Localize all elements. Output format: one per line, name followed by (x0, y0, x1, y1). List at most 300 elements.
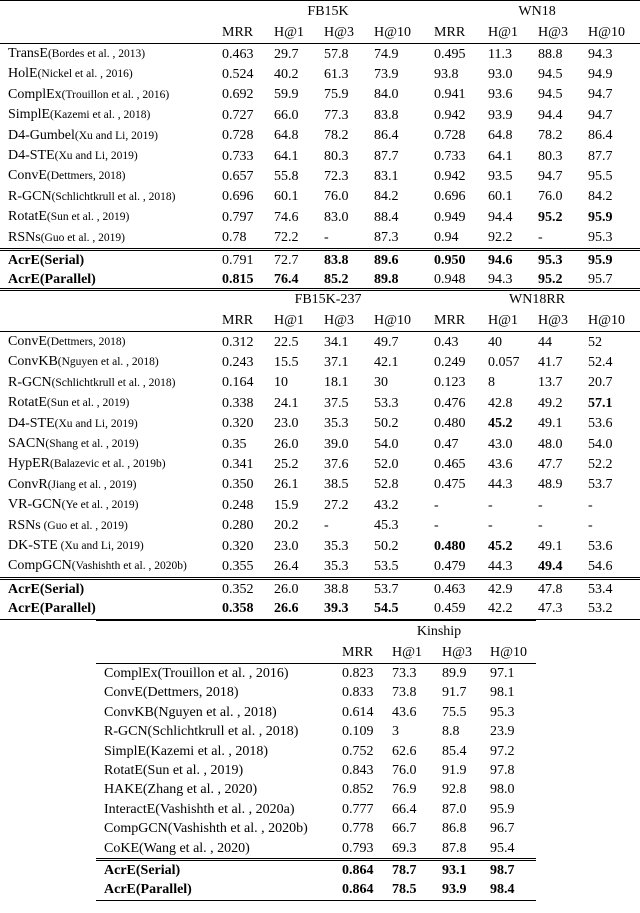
model-label: HolE (8, 66, 38, 82)
metric-value: 20.2 (274, 518, 299, 534)
metric-value: 95.3 (538, 250, 588, 271)
metric-value: 73.8 (392, 685, 417, 701)
model-label: R-GCN (8, 374, 52, 390)
metric-value: 72.7 (274, 250, 324, 271)
metric-value: 42.1 (374, 354, 399, 370)
model-name (0, 44, 222, 65)
metric-value: 24.1 (274, 395, 299, 411)
model-name (0, 146, 222, 166)
metric-value: 54.0 (374, 436, 399, 452)
model-label: D4-Gumbel (8, 127, 75, 143)
table3-group-header-row (96, 621, 536, 643)
metric-value: 98.7 (490, 860, 536, 881)
metric-value: 53.7 (374, 578, 434, 599)
metric-value: 85.2 (324, 270, 374, 290)
table1-row (0, 166, 640, 186)
table1-row (0, 126, 640, 146)
metric-value: 0.123 (434, 375, 466, 391)
metric-value: 87.0 (442, 801, 467, 817)
metric-value: 53.7 (588, 477, 613, 493)
table1-row (0, 207, 640, 227)
metric-value: 48.9 (538, 477, 563, 493)
table3-metric-header: H@3 (442, 642, 490, 664)
table2-group-header-row (0, 289, 640, 311)
metric-value: 78.5 (392, 880, 442, 900)
metric-value: 0.797 (222, 209, 254, 225)
metric-value: 94.3 (588, 44, 640, 65)
metric-value: 27.2 (324, 497, 349, 513)
metric-value: 11.3 (488, 44, 538, 65)
table2-row (0, 393, 640, 413)
metric-value: 0.948 (434, 270, 488, 290)
metric-value: 35.3 (324, 558, 349, 574)
model-name: SimplE(Kazemi et al. , 2018) (104, 743, 269, 759)
metric-value: 30 (374, 375, 388, 391)
table3-metric-corner (96, 642, 342, 664)
metric-value: 47.8 (538, 578, 588, 599)
table2-group-2: WN18RR (434, 289, 640, 311)
model-name (0, 536, 222, 556)
model-citation: (Guo et al. , 2019) (40, 231, 126, 244)
metric-value: 39.0 (324, 436, 349, 452)
model-label: VR-GCN (8, 497, 62, 513)
metric-value: 39.3 (324, 599, 374, 619)
metric-value: 38.5 (324, 477, 349, 493)
metric-value: 74.9 (374, 44, 434, 65)
table1-metric-header: H@1 (488, 22, 538, 44)
table1-corner (0, 1, 222, 23)
metric-value: 73.9 (374, 66, 399, 82)
metric-value: 95.2 (538, 270, 588, 290)
metric-value: 0.352 (222, 578, 274, 599)
metric-value: 66.4 (392, 801, 417, 817)
metric-value: 0.864 (342, 880, 392, 900)
model-label: TransE (8, 46, 48, 61)
results-table-fb15k-wn18 (0, 0, 640, 291)
metric-value: 48.0 (538, 436, 563, 452)
metric-value: 98.0 (490, 782, 515, 798)
metric-value: 0.476 (434, 395, 466, 411)
table3-group: Kinship (342, 621, 536, 643)
model-citation: (Dettmers, 2018) (46, 336, 126, 348)
table2-row (0, 414, 640, 434)
metric-value: 0.941 (434, 87, 466, 103)
model-citation: (Bordes et al. , 2013) (47, 48, 146, 60)
metric-value: 0.47 (434, 436, 459, 452)
model-name (0, 454, 222, 474)
metric-value: 40 (488, 332, 538, 353)
table2-metric-header: MRR (434, 310, 488, 332)
table2-group-1: FB15K-237 (222, 289, 434, 311)
metric-value: 47.3 (538, 599, 588, 619)
table3-row (96, 839, 536, 860)
metric-value: 35.3 (324, 416, 349, 432)
metric-value: 76.0 (392, 763, 417, 779)
model-citation: (Guo et al. , 2019) (40, 519, 128, 532)
metric-value: 8.8 (442, 724, 460, 740)
metric-value: 23.0 (274, 538, 299, 554)
metric-value: 72.3 (324, 168, 349, 184)
metric-value: 35.3 (324, 538, 349, 554)
table2-metric-header: H@10 (588, 310, 640, 332)
model-label: ConvE (8, 168, 47, 184)
metric-value: 0.778 (342, 821, 374, 837)
table1-row (0, 64, 640, 84)
model-label: SACN (8, 436, 46, 452)
metric-value: 78.2 (324, 128, 349, 144)
table2-body (0, 289, 640, 620)
table2-metric-corner (0, 310, 222, 332)
metric-value: 95.3 (588, 230, 613, 246)
metric-value: 55.8 (274, 168, 299, 184)
model-name (0, 414, 222, 434)
metric-value: 86.8 (442, 821, 467, 837)
model-name (0, 64, 222, 84)
metric-value: 53.3 (374, 395, 399, 411)
metric-value: 0.465 (434, 456, 466, 472)
metric-value: 0.463 (434, 578, 488, 599)
model-label: CompGCN (8, 558, 72, 574)
metric-value: 77.3 (324, 107, 349, 123)
metric-value: 23.9 (490, 724, 515, 740)
model-label: HypER (8, 456, 50, 472)
metric-value: 40.2 (274, 66, 299, 82)
model-name (0, 228, 222, 250)
metric-value: 95.5 (588, 168, 613, 184)
metric-value: 89.8 (374, 270, 434, 290)
model-name (0, 187, 222, 207)
metric-value: 42.8 (488, 395, 513, 411)
table1-metric-header-row (0, 22, 640, 44)
metric-value: 95.7 (588, 270, 640, 290)
model-name: ComplEx(Trouillon et al. , 2016) (96, 664, 342, 684)
metric-value: 8 (488, 375, 496, 391)
table1-row (0, 44, 640, 65)
metric-value: 96.7 (490, 821, 515, 837)
table3-row (96, 742, 536, 761)
metric-value: 92.8 (442, 782, 467, 798)
metric-value: 95.4 (490, 840, 515, 856)
metric-value: 54.6 (588, 558, 613, 574)
table3-metric-header: H@10 (490, 642, 536, 664)
metric-value: - (588, 497, 593, 513)
metric-value: 42.9 (488, 578, 538, 599)
metric-value: 0.78 (222, 230, 247, 246)
metric-value: 18.1 (324, 375, 349, 391)
table1-ours-row (0, 250, 640, 271)
metric-value: 93.0 (488, 66, 513, 82)
table1-row (0, 85, 640, 105)
model-name (0, 85, 222, 105)
metric-value: 0.248 (222, 497, 254, 513)
metric-value: 0.280 (222, 518, 254, 534)
metric-value: 26.0 (274, 436, 299, 452)
table2-ours-row (0, 599, 640, 619)
table1-metric-header: H@3 (324, 22, 374, 44)
table2-metric-header: MRR (222, 310, 274, 332)
metric-value: 0.696 (222, 189, 254, 205)
metric-value: 0.312 (222, 332, 274, 353)
metric-value: 0.864 (342, 860, 392, 881)
metric-value: 23.0 (274, 416, 299, 432)
metric-value: 0.657 (222, 168, 254, 184)
model-name: R-GCN(Schlichtkrull et al. , 2018) (104, 724, 299, 740)
model-name (0, 556, 222, 578)
metric-value: 53.6 (588, 416, 613, 432)
metric-value: 0.728 (222, 128, 254, 144)
metric-value: 95.2 (538, 209, 563, 225)
metric-value: 94.9 (588, 66, 613, 82)
metric-value: 37.1 (324, 354, 349, 370)
metric-value: 84.0 (374, 87, 399, 103)
table3-row (96, 800, 536, 819)
metric-value: 83.8 (324, 250, 374, 271)
metric-value: 0.696 (434, 189, 466, 205)
table3-body (96, 621, 536, 901)
metric-value: 44.3 (488, 477, 513, 493)
table2-row (0, 373, 640, 393)
metric-value: 75.9 (324, 87, 349, 103)
metric-value: 64.1 (488, 148, 513, 164)
metric-value: 45.2 (488, 538, 513, 554)
metric-value: 37.6 (324, 456, 349, 472)
model-citation: (Balazevic et al. , 2019b) (50, 458, 166, 471)
model-name: CompGCN(Vashishth et al. , 2020b) (104, 821, 308, 837)
table2-metric-header: H@1 (488, 310, 538, 332)
model-name: AcrE(Parallel) (0, 270, 222, 290)
metric-value: 49.1 (538, 538, 563, 554)
table1-metric-header: H@10 (374, 22, 434, 44)
metric-value: 78.7 (392, 860, 442, 881)
table1-metric-header: H@1 (274, 22, 324, 44)
model-citation: (Xu and Li, 2019) (54, 417, 138, 430)
model-citation: (Sun et al. , 2019) (46, 211, 130, 224)
table3-ours-row (96, 880, 536, 900)
metric-value: 57.8 (324, 44, 374, 65)
metric-value: 25.2 (274, 456, 299, 472)
model-name: AcrE(Serial) (0, 250, 222, 271)
metric-value: - (434, 497, 439, 513)
metric-value: 43.0 (488, 436, 513, 452)
metric-value: 0.463 (222, 44, 274, 65)
metric-value: 61.3 (324, 66, 349, 82)
model-citation: (Xu and Li, 2019) (74, 129, 158, 142)
metric-value: 0.614 (342, 704, 374, 720)
metric-value: 94.5 (538, 87, 563, 103)
model-citation: (Dettmers, 2018) (46, 170, 126, 183)
metric-value: 84.2 (374, 189, 399, 205)
metric-value: 44.3 (488, 558, 513, 574)
model-name: AcrE(Serial) (0, 578, 222, 599)
table3-row (96, 780, 536, 799)
metric-value: 0.479 (434, 558, 466, 574)
metric-value: 0.733 (222, 148, 254, 164)
metric-value: 49.7 (374, 332, 434, 353)
metric-value: 80.3 (538, 148, 563, 164)
metric-value: 44 (538, 332, 588, 353)
model-citation: (Xu and Li, 2019) (54, 150, 138, 163)
model-name (0, 434, 222, 454)
metric-value: 26.0 (274, 578, 324, 599)
metric-value: 94.4 (488, 209, 513, 225)
table2-row (0, 495, 640, 515)
metric-value: 53.5 (374, 558, 399, 574)
model-label: ComplEx (8, 86, 62, 102)
metric-value: 88.4 (374, 209, 399, 225)
metric-value: 50.2 (374, 538, 399, 554)
metric-value: 0.480 (434, 538, 466, 554)
results-table-fb15k237-wn18rr (0, 288, 640, 620)
metric-value: 94.5 (538, 66, 563, 82)
table3-row (96, 664, 536, 684)
metric-value: 0.733 (434, 148, 466, 164)
metric-value: 0.942 (434, 168, 466, 184)
metric-value: 85.4 (442, 743, 467, 759)
metric-value: 0.320 (222, 416, 254, 432)
table2-row (0, 516, 640, 536)
metric-value: 0.692 (222, 87, 254, 103)
metric-value: 75.5 (442, 704, 467, 720)
metric-value: 78.2 (538, 128, 563, 144)
metric-value: 0.727 (222, 107, 254, 123)
metric-value: 76.4 (274, 270, 324, 290)
model-name (0, 207, 222, 227)
metric-value: 95.3 (490, 704, 515, 720)
table1-group-2: WN18 (434, 1, 640, 23)
table3-row (96, 722, 536, 741)
metric-value: 93.9 (488, 107, 513, 123)
table1-metric-header: H@3 (538, 22, 588, 44)
metric-value: 38.8 (324, 578, 374, 599)
model-label: DK-STE (8, 538, 58, 554)
metric-value: 94.3 (488, 270, 538, 290)
table2-row (0, 454, 640, 474)
metric-value: 95.9 (588, 209, 613, 225)
table3-row (96, 819, 536, 838)
metric-value: 91.9 (442, 763, 467, 779)
metric-value: 87.3 (374, 230, 399, 246)
model-name (0, 126, 222, 146)
metric-value: 26.1 (274, 477, 299, 493)
metric-value: 0.320 (222, 538, 254, 554)
metric-value: 0.777 (342, 801, 374, 817)
model-label: RSNs (8, 229, 41, 245)
model-citation: (Vashishth et al. , 2020b) (71, 560, 187, 573)
metric-value: 93.1 (442, 860, 490, 881)
metric-value: 94.7 (538, 168, 563, 184)
metric-value: 0.942 (434, 107, 466, 123)
metric-value: 53.2 (588, 599, 640, 619)
model-name: AcrE(Parallel) (96, 880, 342, 900)
table1-body (0, 1, 640, 291)
model-label: ConvE (8, 334, 47, 349)
metric-value: 0.524 (222, 66, 254, 82)
metric-value: 69.3 (392, 840, 417, 856)
metric-value: 0.728 (434, 128, 466, 144)
model-citation: (Nickel et al. , 2016) (37, 68, 133, 81)
metric-value: 0.823 (342, 664, 392, 684)
model-name: RotatE(Sun et al. , 2019) (104, 763, 244, 779)
metric-value: 83.8 (374, 107, 399, 123)
metric-value: - (538, 230, 543, 246)
metric-value: 54.0 (588, 436, 613, 452)
metric-value: 0.355 (222, 558, 254, 574)
metric-value: 97.2 (490, 743, 515, 759)
table1-metric-header: MRR (434, 22, 488, 44)
metric-value: 0.950 (434, 250, 488, 271)
table3-corner (96, 621, 342, 643)
metric-value: 52.2 (588, 456, 613, 472)
results-table-kinship (96, 620, 536, 901)
metric-value: 3 (392, 724, 399, 740)
metric-value: 93.5 (488, 168, 513, 184)
metric-value: 59.9 (274, 87, 299, 103)
table3-row (96, 761, 536, 780)
metric-value: 15.5 (274, 354, 299, 370)
model-citation: (Trouillon et al. , 2016) (61, 88, 170, 101)
metric-value: 64.8 (488, 128, 513, 144)
metric-value: 97.8 (490, 763, 515, 779)
metric-value: 94.7 (588, 107, 613, 123)
metric-value: 89.9 (442, 664, 490, 684)
metric-value: - (434, 518, 439, 534)
metric-value: 86.4 (588, 128, 613, 144)
table2-metric-header: H@3 (538, 310, 588, 332)
table1-group-1: FB15K (222, 1, 434, 23)
model-citation: (Xu and Li, 2019) (57, 540, 144, 553)
metric-value: 29.7 (274, 44, 324, 65)
metric-value: 98.1 (490, 685, 515, 701)
metric-value: 57.1 (588, 395, 613, 411)
table2-corner (0, 289, 222, 311)
metric-value: 87.7 (588, 148, 613, 164)
metric-value: 74.6 (274, 209, 299, 225)
metric-value: 60.1 (274, 189, 299, 205)
metric-value: 89.6 (374, 250, 434, 271)
metric-value: 41.7 (538, 354, 563, 370)
table3-metric-header: H@1 (392, 642, 442, 664)
metric-value: 49.1 (538, 416, 563, 432)
metric-value: 42.2 (488, 599, 538, 619)
metric-value: 0.358 (222, 599, 274, 619)
metric-value: 66.0 (274, 107, 299, 123)
metric-value: 0.752 (342, 743, 374, 759)
metric-value: 49.2 (538, 395, 563, 411)
table2-metric-header-row (0, 310, 640, 332)
metric-value: 0.164 (222, 375, 254, 391)
model-name (0, 332, 222, 353)
model-label: ConvR (8, 476, 48, 492)
metric-value: 0.480 (434, 416, 466, 432)
model-name (0, 393, 222, 413)
metric-value: 95.9 (490, 801, 515, 817)
model-name (0, 352, 222, 372)
metric-value: 43.6 (392, 704, 417, 720)
model-name (0, 516, 222, 536)
table1-row (0, 146, 640, 166)
model-label: SimplE (8, 107, 51, 123)
metric-value: 0.057 (488, 354, 520, 370)
metric-value: 49.4 (538, 558, 563, 574)
metric-value: 0.793 (342, 840, 374, 856)
model-name: ConvE(Dettmers, 2018) (104, 685, 239, 701)
metric-value: 52.4 (588, 354, 613, 370)
model-name (0, 373, 222, 393)
model-citation: (Sun et al. , 2019) (46, 397, 130, 410)
model-name: AcrE(Serial) (96, 860, 342, 881)
model-citation: (Shang et al. , 2019) (45, 438, 139, 451)
metric-value: 94.6 (488, 250, 538, 271)
